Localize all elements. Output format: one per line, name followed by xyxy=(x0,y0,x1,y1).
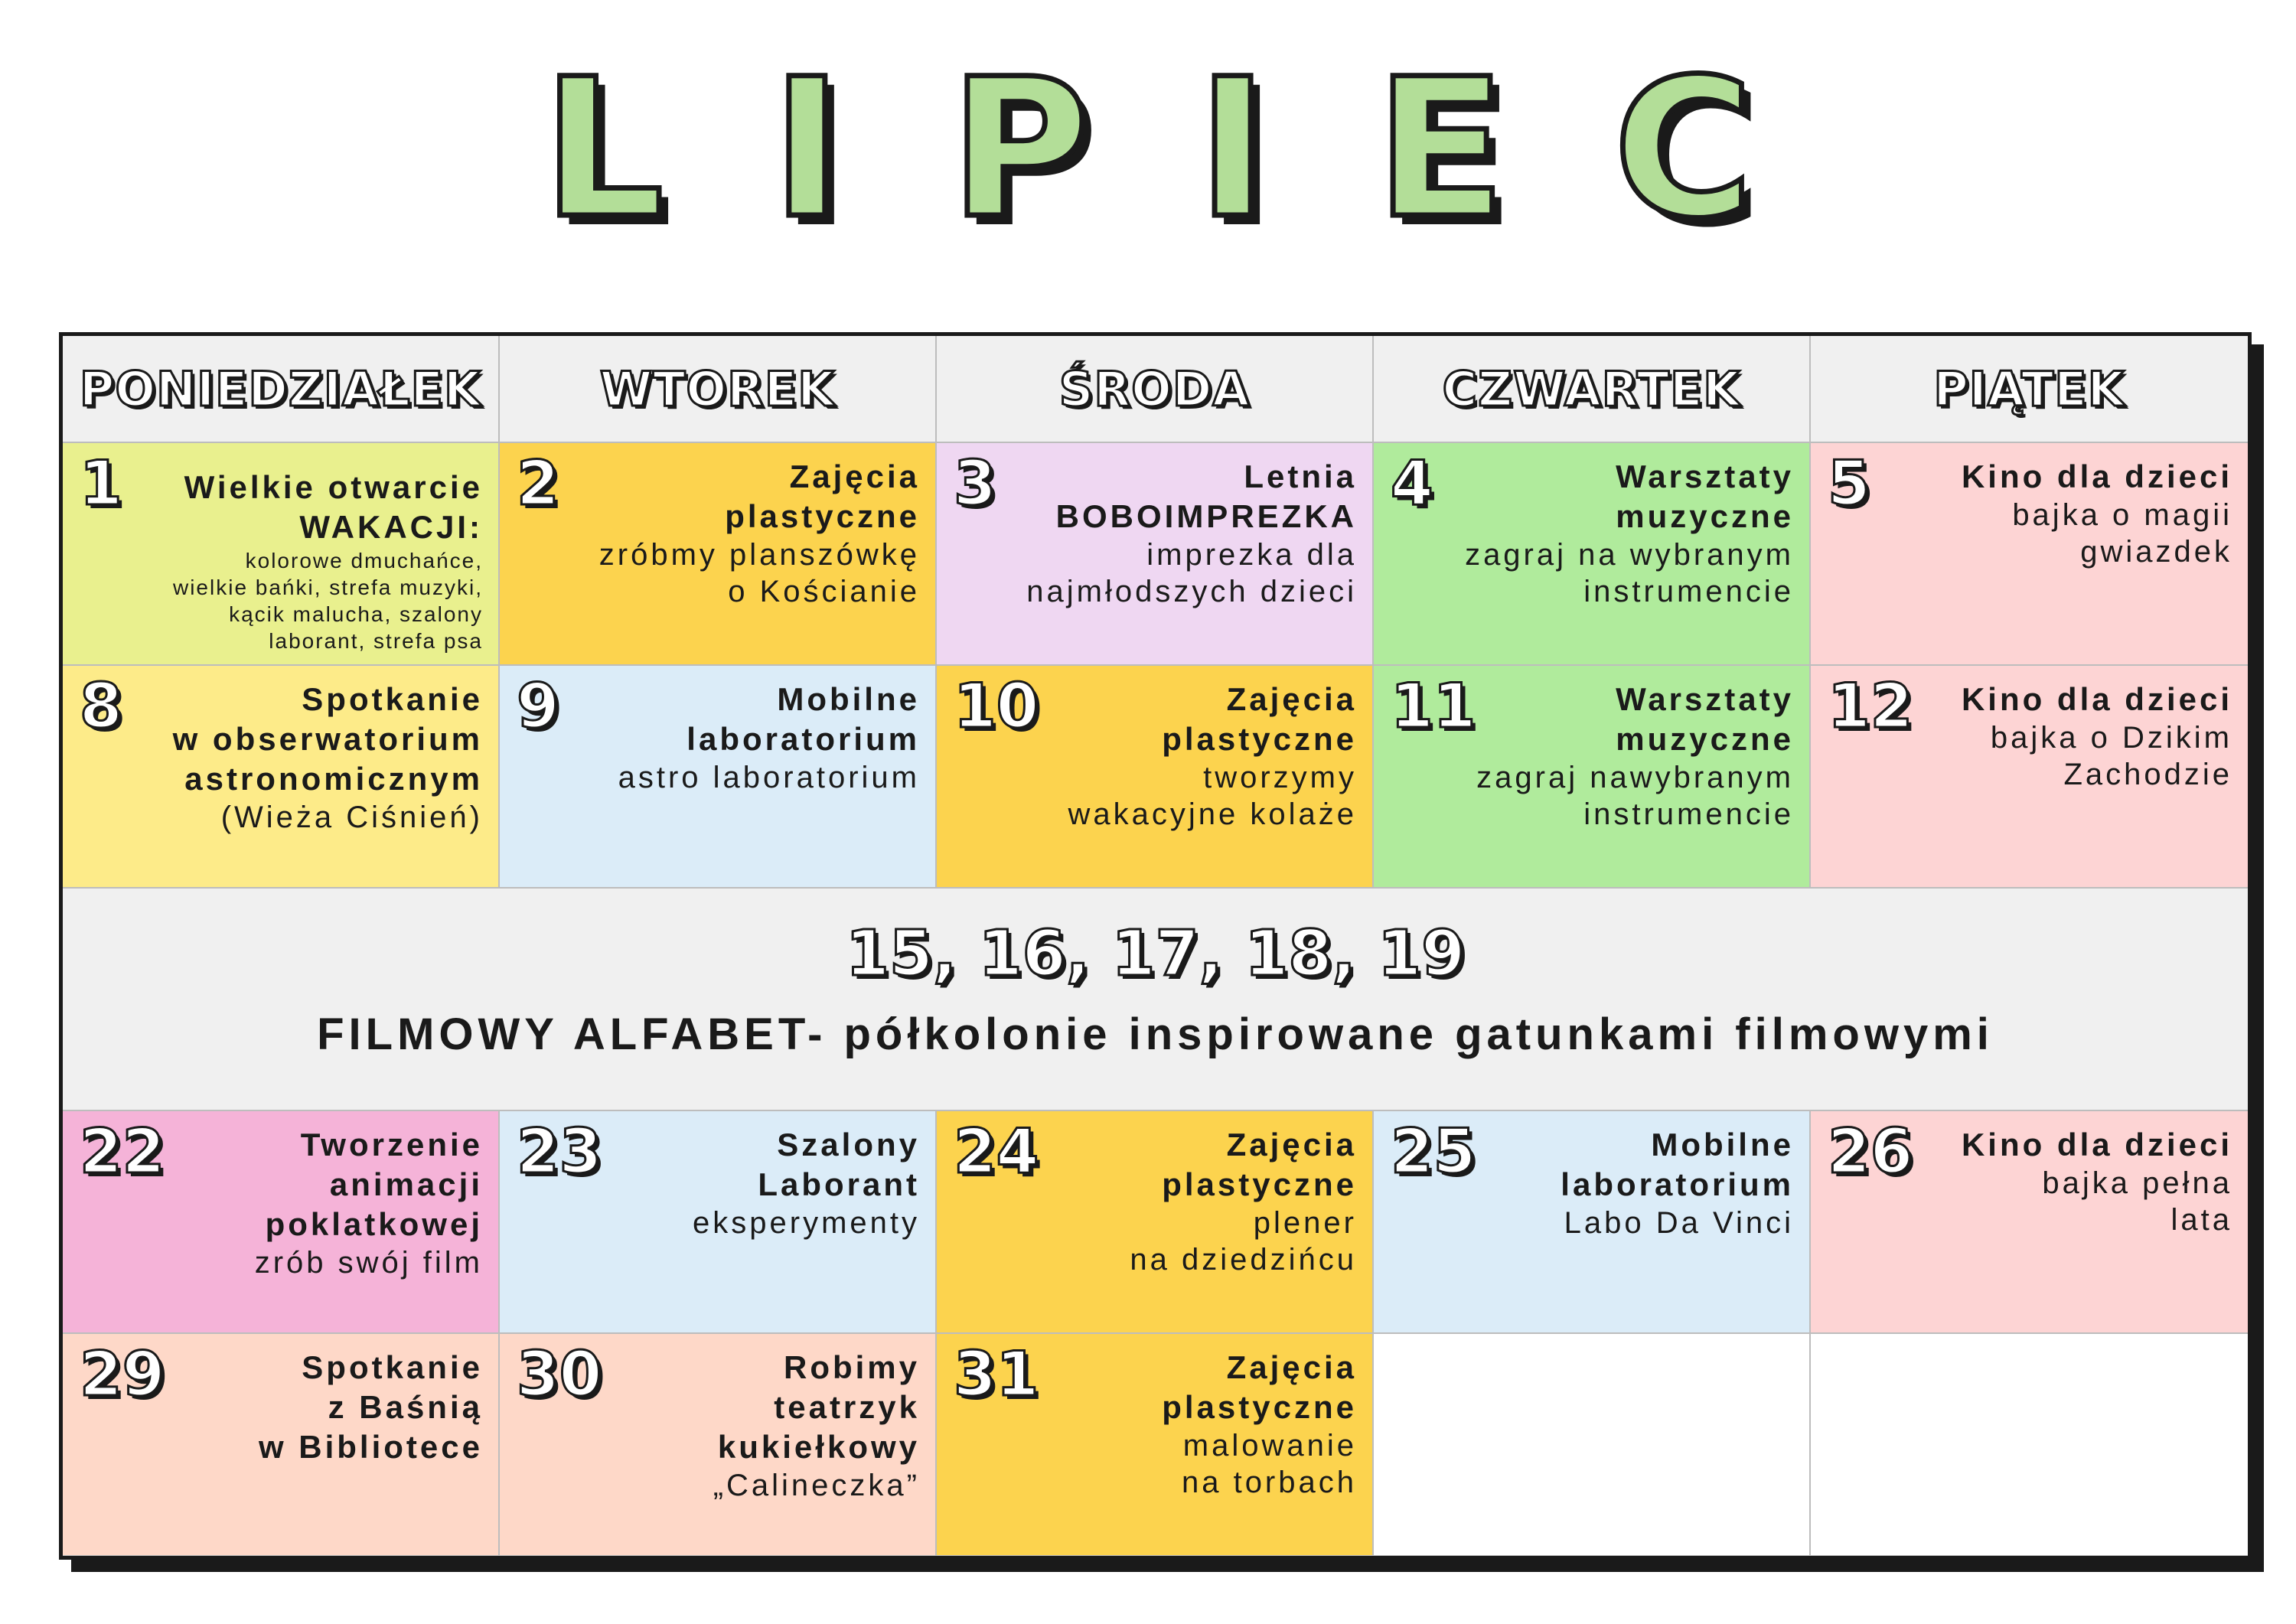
calendar-cell-day-8 xyxy=(63,666,500,889)
event-detail-line: instrumencie xyxy=(1583,797,1794,831)
day-number: 22 xyxy=(80,1116,165,1187)
calendar-cell-day-11 xyxy=(1374,666,1811,889)
day-number: 3 xyxy=(954,448,996,519)
calendar-grid xyxy=(59,332,2252,1560)
event-title-line: z Baśnią xyxy=(328,1389,483,1425)
calendar-cell-day-29 xyxy=(63,1334,500,1557)
event-title-line: w obserwatorium xyxy=(172,721,483,757)
event-title-line: Spotkanie xyxy=(302,1349,483,1385)
day-camp-dates: 15, 16, 17, 18, 19 xyxy=(845,918,1466,990)
calendar-cell-day-9 xyxy=(500,666,937,889)
day-number: 12 xyxy=(1828,670,1913,742)
day-name: CZWARTEK xyxy=(1442,360,1741,417)
event-title-line: Mobilne xyxy=(777,681,920,717)
calendar-cell-empty xyxy=(1374,1334,1811,1557)
event-title-line: w Bibliotece xyxy=(258,1429,483,1465)
event-detail-line: najmłodszych dzieci xyxy=(1026,575,1357,608)
day-number: 8 xyxy=(80,670,122,742)
calendar-cell-day-12 xyxy=(1811,666,2248,889)
event-title-line: Zajęcia xyxy=(789,458,920,494)
event-title-line: Zajęcia xyxy=(1226,681,1357,717)
day-number: 23 xyxy=(517,1116,602,1187)
event-detail-line: instrumencie xyxy=(1583,575,1794,608)
calendar-cell-day-26 xyxy=(1811,1111,2248,1334)
event-title-line: plastyczne xyxy=(725,498,920,534)
event-detail-line: plener xyxy=(1253,1206,1357,1240)
event-title-line: Zajęcia xyxy=(1226,1349,1357,1385)
event-detail-line: na torbach xyxy=(1181,1466,1357,1499)
day-header-friday xyxy=(1811,336,2248,443)
event-detail-line: wakacyjne kolaże xyxy=(1068,797,1357,831)
month-title-text: LIPIEC xyxy=(542,38,1861,260)
event-detail-line: eksperymenty xyxy=(693,1206,920,1240)
event-detail-line: tworzymy xyxy=(1203,761,1357,794)
event-detail-line: gwiazdek xyxy=(2080,535,2232,569)
event-title-line: plastyczne xyxy=(1162,721,1357,757)
day-number: 2 xyxy=(517,448,559,519)
day-number: 30 xyxy=(517,1339,602,1410)
event-title-line: Szalony xyxy=(777,1127,920,1163)
day-name: ŚRODA xyxy=(1058,360,1251,417)
day-number: 5 xyxy=(1828,448,1870,519)
event-detail-line: zróbmy planszówkę xyxy=(598,538,920,572)
event-detail-line: bajka o Dzikim xyxy=(1990,721,2232,755)
calendar-cell-day-22 xyxy=(63,1111,500,1334)
event-detail-line: bajka o magii xyxy=(2012,498,2232,532)
calendar-cell-empty xyxy=(1811,1334,2248,1557)
calendar-cell-day-4 xyxy=(1374,443,1811,666)
month-title xyxy=(0,38,2296,260)
event-detail-line: imprezka dla xyxy=(1146,538,1357,572)
event-detail-line: lata xyxy=(2170,1203,2232,1237)
event-detail-line: astro laboratorium xyxy=(618,761,920,794)
event-title-line: teatrzyk xyxy=(774,1389,920,1425)
event-title-line: BOBOIMPREZKA xyxy=(1055,498,1357,534)
day-number: 24 xyxy=(954,1116,1039,1187)
event-title-line: Robimy xyxy=(783,1349,920,1385)
day-name: WTOREK xyxy=(599,360,836,417)
event-title-line: Warsztaty xyxy=(1616,458,1794,494)
event-title-line: muzyczne xyxy=(1616,498,1794,534)
event-detail-line: wielkie bańki, strefa muzyki, xyxy=(172,576,483,599)
day-name: PIĄTEK xyxy=(1933,360,2125,417)
event-detail-line: na dziedzińcu xyxy=(1130,1243,1357,1277)
day-header-tuesday xyxy=(500,336,937,443)
calendar-cell-day-1 xyxy=(63,443,500,666)
event-title-line: WAKACJI: xyxy=(299,509,483,545)
calendar-cell-day-5 xyxy=(1811,443,2248,666)
event-title-line: Warsztaty xyxy=(1616,681,1794,717)
day-header-thursday xyxy=(1374,336,1811,443)
event-detail-line: kolorowe dmuchańce, xyxy=(245,549,483,572)
event-detail-line: zagraj na wybranym xyxy=(1465,538,1794,572)
event-detail-line: o Kościanie xyxy=(728,575,920,608)
day-camp-banner xyxy=(63,889,2248,1111)
event-title-line: Letnia xyxy=(1244,458,1357,494)
event-title-line: astronomicznym xyxy=(184,761,483,797)
calendar-cell-day-3 xyxy=(937,443,1374,666)
event-detail-line: zrób swój film xyxy=(254,1246,483,1280)
calendar-cell-day-30 xyxy=(500,1334,937,1557)
day-number: 11 xyxy=(1391,670,1476,742)
event-detail-line: laborant, strefa psa xyxy=(269,629,483,653)
calendar-cell-day-10 xyxy=(937,666,1374,889)
day-number: 31 xyxy=(954,1339,1039,1410)
event-detail-line: malowanie xyxy=(1182,1429,1357,1463)
event-title-line: Wielkie otwarcie xyxy=(184,469,483,505)
day-number: 26 xyxy=(1828,1116,1913,1187)
event-title-line: Zajęcia xyxy=(1226,1127,1357,1163)
day-number: 10 xyxy=(954,670,1039,742)
day-header-monday xyxy=(63,336,500,443)
event-detail-line: „Calineczka” xyxy=(713,1469,920,1502)
calendar-cell-day-2 xyxy=(500,443,937,666)
day-number: 9 xyxy=(517,670,559,742)
event-title-line: animacji xyxy=(329,1166,483,1202)
event-detail-line: zagraj nawybranym xyxy=(1476,761,1794,794)
event-title-line: Tworzenie xyxy=(300,1127,483,1163)
calendar-cell-day-25 xyxy=(1374,1111,1811,1334)
day-header-wednesday xyxy=(937,336,1374,443)
event-detail-line: (Wieża Ciśnień) xyxy=(220,801,483,834)
day-number: 1 xyxy=(80,448,122,519)
event-title-line: Kino dla dzieci xyxy=(1961,1127,2232,1163)
calendar-cell-day-24 xyxy=(937,1111,1374,1334)
calendar-cell-day-31 xyxy=(937,1334,1374,1557)
event-detail-line: Labo Da Vinci xyxy=(1564,1206,1794,1240)
event-detail-line: Zachodzie xyxy=(2063,758,2232,791)
calendar-cell-day-23 xyxy=(500,1111,937,1334)
event-title-line: plastyczne xyxy=(1162,1166,1357,1202)
event-title-line: plastyczne xyxy=(1162,1389,1357,1425)
event-title-line: laboratorium xyxy=(1561,1166,1794,1202)
day-name: PONIEDZIAŁEK xyxy=(79,360,482,417)
event-title-line: kukiełkowy xyxy=(717,1429,920,1465)
day-number: 4 xyxy=(1391,448,1433,519)
event-title-line: Laborant xyxy=(758,1166,920,1202)
event-detail-line: kącik malucha, szalony xyxy=(229,602,483,626)
day-camp-title: FILMOWY ALFABET- półkolonie inspirowane gatunkami filmowymi xyxy=(317,1009,1994,1059)
event-title-line: Kino dla dzieci xyxy=(1961,458,2232,494)
event-title-line: laboratorium xyxy=(687,721,920,757)
event-title-line: Mobilne xyxy=(1651,1127,1794,1163)
event-title-line: Spotkanie xyxy=(302,681,483,717)
event-title-line: muzyczne xyxy=(1616,721,1794,757)
event-title-line: poklatkowej xyxy=(265,1206,483,1242)
event-detail-line: bajka pełna xyxy=(2042,1166,2232,1200)
day-number: 25 xyxy=(1391,1116,1476,1187)
event-title-line: Kino dla dzieci xyxy=(1961,681,2232,717)
day-number: 29 xyxy=(80,1339,165,1410)
